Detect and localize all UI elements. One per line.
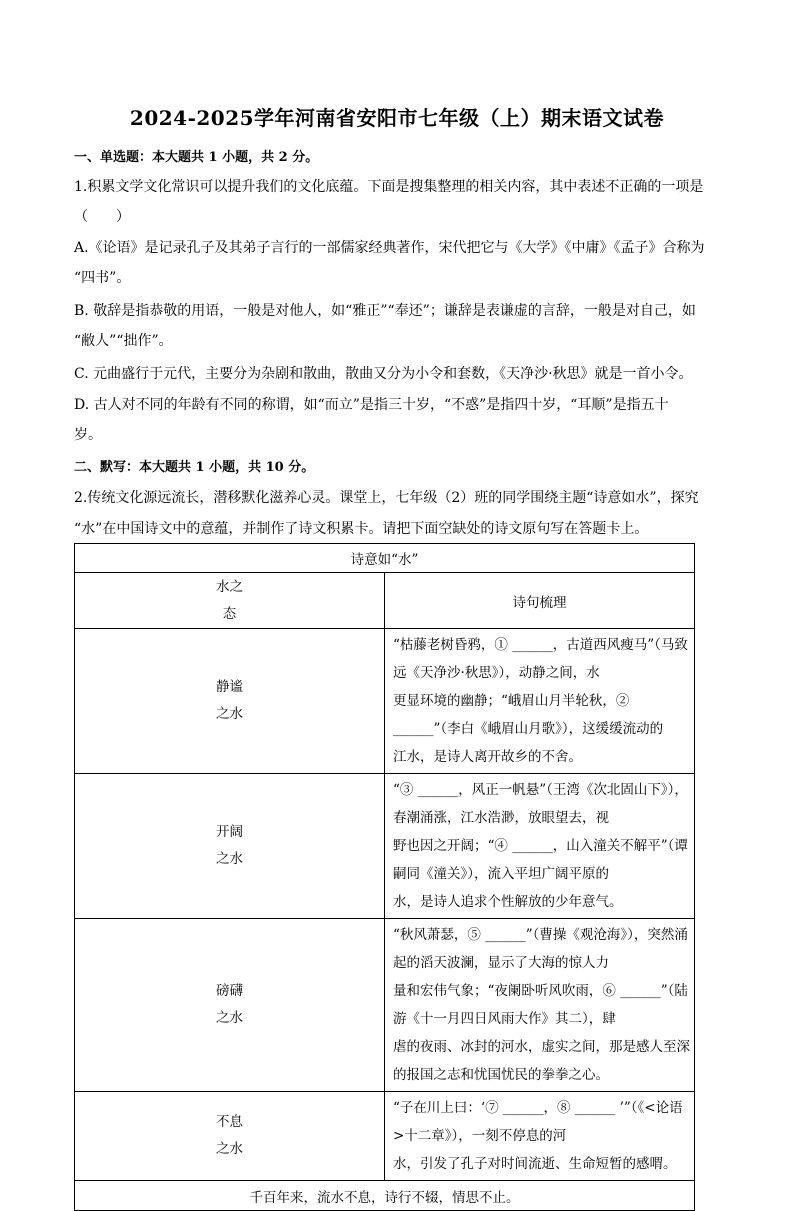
table-row [75, 774, 695, 919]
row-verses: “枯藤老树昏鸦，① ______，古道西风瘦马”（马致远《天净沙·秋思》），动静之间，水 更显环境的幽静；“峨眉山月半轮秋，② ______”（李白《峨眉山月歌》），这缓缓流动的 江水，是诗人离开故乡的不舍。 [385, 629, 695, 774]
row-verses: “秋风萧瑟，⑤ ______”（曹操《观沧海》），突然涌起的滔天波澜，显示了大海的惊人力 量和宏伟气象；“夜阑卧听风吹雨，⑥ ______”（陆游《十一月四日风雨大作》其二），肆 虐的夜雨、冰封的河水，虚实之间，那是感人至深的报国之志和忧国忧民的拳拳之心。 [385, 919, 695, 1092]
table-row [75, 919, 695, 1092]
row-state-label: 开阔 之水 [75, 774, 385, 919]
table-row [75, 1092, 695, 1181]
column-header-state: 水之 态 [75, 573, 385, 629]
table-row [75, 629, 695, 774]
row-verses: “③ ______，风正一帆悬”（王湾《次北固山下》），春潮涌涨，江水浩渺，放眼望去，视 野也因之开阔；“④ ______，山入潼关不解平”（谭嗣同《潼关》），流入平坦广阔平原的 水，是诗人追求个性解放的少年意气。 [385, 774, 695, 919]
option-c-line-1: C. 元曲盛行于元代，主要分为杂剧和散曲，散曲又分为小令和套数，《天净沙·秋思》就是一首小令。 [74, 366, 693, 382]
table-title: 诗意如“水” [75, 544, 695, 573]
column-header-verses: 诗句梳理 [385, 573, 695, 629]
row-state-label: 静谧 之水 [75, 629, 385, 774]
row-verses: “子在川上曰：‘⑦ ______，⑧ ______ ’”（《<论语>十二章》），一刻不停息的河 水，引发了孔子对时间流逝、生命短暂的感喟。 [385, 1092, 695, 1181]
poem-accumulation-table [74, 543, 695, 1211]
section-2-heading: 二、默写：本大题共 1 小题，共 10 分。 [74, 460, 315, 475]
table-footer: 千百年来，流水不息，诗行不辍，情思不止。 [75, 1181, 695, 1211]
page-title: 2024-2025学年河南省安阳市七年级（上）期末语文试卷 [129, 106, 665, 130]
option-d-line-2: 岁。 [74, 427, 102, 443]
option-a-line-1: A.《论语》是记录孔子及其弟子言行的一部儒家经典著作，宋代把它与《大学》《中庸》《孟子》合称为 [74, 240, 705, 256]
row-state-label: 磅礴 之水 [75, 919, 385, 1092]
question-2-stem-line-2: “水”在中国诗文中的意蕴，并制作了诗文积累卡。请把下面空缺处的诗文原句写在答题卡上。 [74, 521, 649, 537]
question-1-stem-line-2: （ ） [74, 209, 130, 225]
option-b-line-2: “敝人”“拙作”。 [74, 333, 173, 349]
option-b-line-1: B. 敬辞是指恭敬的用语，一般是对他人，如“雅正”“奉还”；谦辞是表谦虚的言辞，一般是对自己，如 [74, 303, 696, 319]
section-1-heading: 一、单选题：本大题共 1 小题，共 2 分。 [74, 150, 319, 165]
option-a-line-2: “四书”。 [74, 270, 131, 286]
row-state-label: 不息 之水 [75, 1092, 385, 1181]
question-2-stem-line-1: 2.传统文化源远流长，潜移默化滋养心灵。课堂上，七年级（2）班的同学围绕主题“诗意如水”，探究 [74, 490, 699, 506]
option-d-line-1: D. 古人对不同的年龄有不同的称谓，如“而立”是指三十岁，“不惑”是指四十岁，“耳顺”是指五十 [74, 397, 669, 413]
question-1-stem-line-1: 1.积累文学文化常识可以提升我们的文化底蕴。下面是搜集整理的相关内容，其中表述不正确的一项是 [74, 179, 704, 195]
